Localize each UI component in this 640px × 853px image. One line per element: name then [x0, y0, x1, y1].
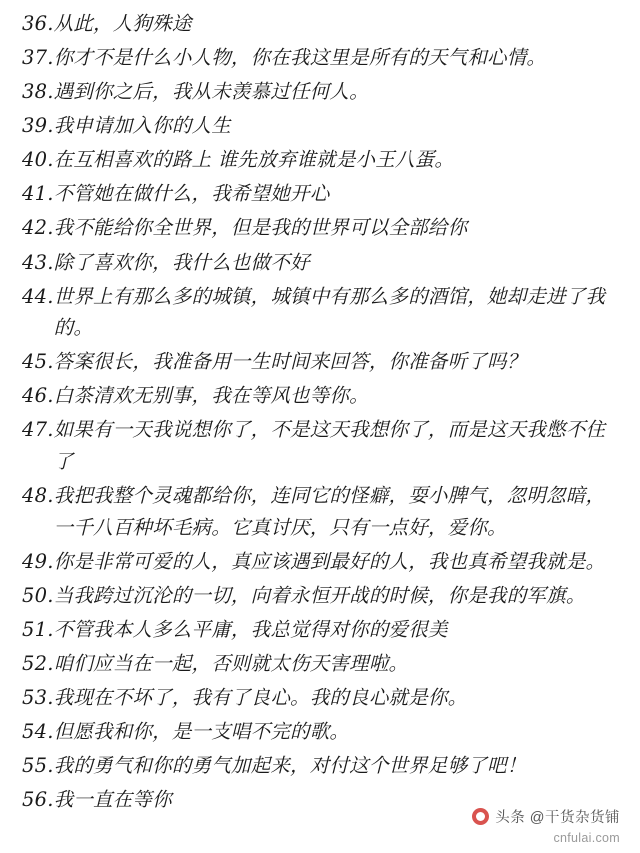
list-item: [22, 8, 622, 40]
list-item: [22, 178, 622, 210]
list-item-text: 我现在不坏了，我有了良心。我的良心就是你。: [53, 686, 468, 710]
list-item-number: 41.: [22, 182, 54, 206]
list-item-number: 49.: [22, 549, 54, 573]
list-item-text: 我把我整个灵魂都给你，连同它的怪癖，耍小脾气，忽明忽暗，一千八百种坏毛病。它真讨厌，只有一点好，爱你。: [53, 484, 606, 539]
list-item-text: 但愿我和你，是一支唱不完的歌。: [53, 720, 350, 744]
list-item-number: 50.: [22, 583, 54, 607]
list-item-number: 48.: [22, 484, 54, 508]
list-item: [22, 247, 622, 279]
list-item-number: 52.: [22, 651, 54, 675]
list-item-number: 47.: [22, 418, 54, 442]
watermark-label: 头条 @干货杂货铺: [495, 810, 620, 826]
list-item-text: 答案很长，我准备用一生时间来回答，你准备听了吗？: [53, 350, 527, 374]
list-item: [22, 42, 622, 74]
list-item: [22, 144, 622, 176]
list-item-text: 世界上有那么多的城镇，城镇中有那么多的酒馆，她却走进了我的。: [53, 284, 606, 340]
list-item: [22, 716, 622, 748]
list-item: [22, 580, 622, 612]
list-item-text: 你是非常可爱的人，真应该遇到最好的人，我也真希望我就是。: [53, 549, 606, 573]
list-item-number: 55.: [22, 754, 54, 778]
watermark: [472, 806, 620, 827]
list-item-text: 如果有一天我说想你了，不是这天我想你了，而是这天我憋不住了: [53, 418, 606, 474]
list-item-text: 我一直在等你: [53, 788, 172, 812]
list-item: [22, 76, 622, 108]
list-item: [22, 480, 622, 543]
list-item-text: 我的勇气和你的勇气加起来，对付这个世界足够了吧！: [53, 754, 527, 778]
list-item: [22, 281, 622, 344]
list-item-text: 除了喜欢你，我什么也做不好: [53, 250, 310, 274]
list-item: [22, 546, 622, 578]
list-item-text: 白茶清欢无别事，我在等风也等你。: [53, 384, 369, 408]
list-item-text: 你才不是什么小人物，你在我这里是所有的天气和心情。: [53, 46, 547, 70]
list-item-text: 在互相喜欢的路上 谁先放弃谁就是小王八蛋。: [53, 148, 455, 172]
list-item: [22, 614, 622, 646]
list-item: [22, 380, 622, 412]
list-item-number: 39.: [22, 114, 54, 138]
list-item-text: 当我跨过沉沦的一切，向着永恒开战的时候，你是我的军旗。: [53, 583, 586, 607]
list-item: [22, 212, 622, 244]
list-item-text: 咱们应当在一起，否则就太伤天害理啦。: [53, 651, 409, 675]
list-item-number: 54.: [22, 720, 54, 744]
list-item-text: 遇到你之后，我从未羡慕过任何人。: [53, 80, 369, 104]
list-item-number: 43.: [22, 250, 54, 274]
list-item: [22, 750, 622, 782]
list-item-number: 37.: [22, 46, 54, 70]
list-item-text: 不管我本人多么平庸，我总觉得对你的爱很美: [53, 617, 448, 641]
list-item-number: 38.: [22, 80, 54, 104]
list-item: [22, 346, 622, 378]
list-item: [22, 414, 622, 477]
toutiao-logo-icon: [472, 808, 489, 825]
list-item-text: 我不能给你全世界，但是我的世界可以全部给你: [53, 216, 468, 240]
list-item-number: 53.: [22, 686, 54, 710]
list-item-number: 42.: [22, 216, 54, 240]
list-item-number: 40.: [22, 148, 54, 172]
list-item-number: 45.: [22, 350, 54, 374]
list-item-number: 51.: [22, 617, 54, 641]
list-item-number: 46.: [22, 384, 54, 408]
list-item-text: 不管她在做什么，我希望她开心: [53, 182, 330, 206]
watermark-sub-label: cnfulai.com: [553, 831, 620, 845]
list-item: [22, 648, 622, 680]
list-item: [22, 682, 622, 714]
list-item-number: 36.: [22, 12, 54, 35]
list-item: [22, 110, 622, 142]
list-item-number: 56.: [22, 788, 54, 812]
list-item-number: 44.: [22, 284, 54, 308]
list-item-text: 我申请加入你的人生: [53, 114, 231, 138]
list-item-text: 从此，人狗殊途: [53, 12, 192, 35]
